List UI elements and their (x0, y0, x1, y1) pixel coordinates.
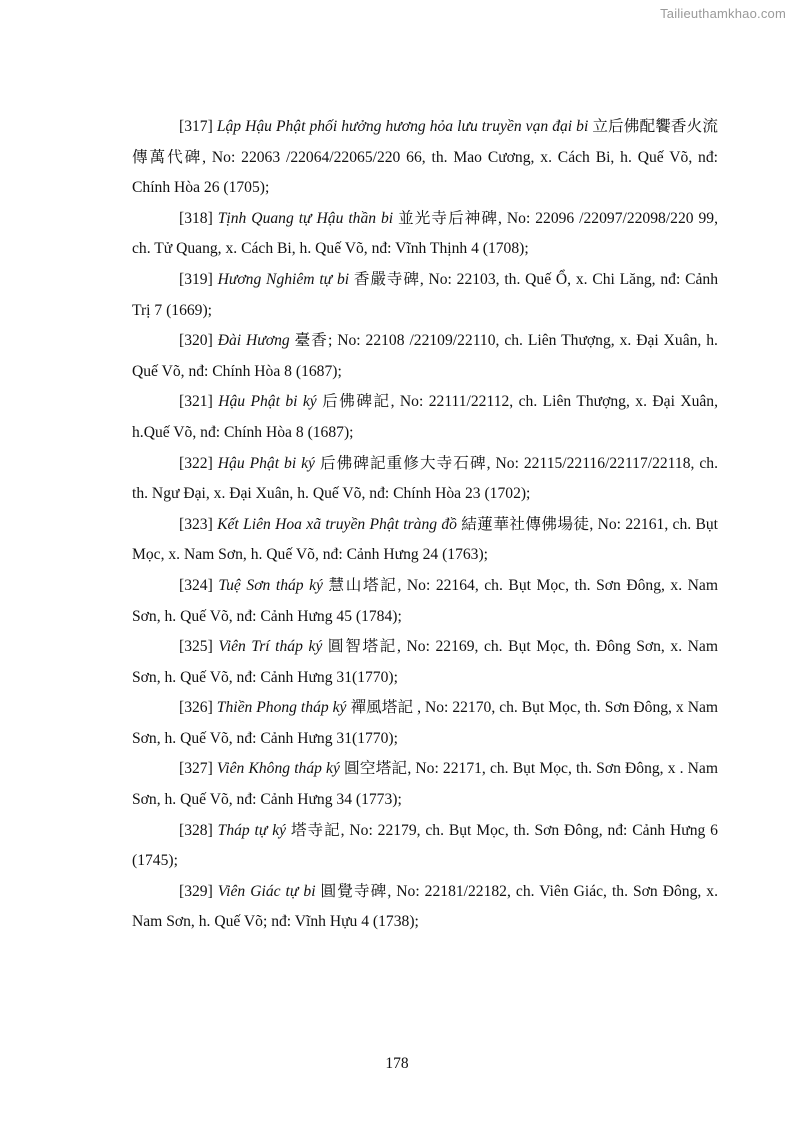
list-item: [320] Đài Hương 臺香; No: 22108 /22109/22110, ch. Liên Thượng, x. Đại Xuân, h. Quế Võ, nđ: Chính Hòa 8 (1687); (132, 332, 718, 380)
list-item: [327] Viên Không tháp ký 圓空塔記, No: 22171, ch. Bụt Mọc, th. Sơn Đông, x . Nam Sơn, h. Quế Võ, nđ: Cảnh Hưng 34 (1773); (132, 760, 718, 809)
list-item: [318] Tịnh Quang tự Hậu thần bi 並光寺后神碑, No: 22096 /22097/22098/220 99, ch. Tử Quang, x. Cách Bi, h. Quế Võ, nđ: Vĩnh Thịnh 4 (1708); (132, 209, 718, 258)
list-item: [317] Lập Hậu Phật phối hưởng hương hỏa lưu truyền vạn đại bi 立后佛配饗香火流傳萬代碑, No: 22063 /22064/22065/220 66, th. Mao Cương, x. Cách Bi, h. Quế Võ, nđ: Chính Hòa 26 (1705); (132, 118, 718, 197)
bibliography-list (132, 112, 718, 938)
list-item: [319] Hương Nghiêm tự bi 香嚴寺碑, No: 22103, th. Quế Ổ, x. Chi Lăng, nđ: Cảnh Trị 7 (1669); (132, 270, 718, 319)
list-item: [325] Viên Trí tháp ký 圓智塔記, No: 22169, ch. Bụt Mọc, th. Đông Sơn, x. Nam Sơn, h. Quế Võ, nđ: Cảnh Hưng 31(1770); (132, 638, 718, 686)
list-item: [326] Thiền Phong tháp ký 禪風塔記 , No: 22170, ch. Bụt Mọc, th. Sơn Đông, x Nam Sơn, h. Quế Võ, nđ: Cảnh Hưng 31(1770); (132, 699, 719, 747)
watermark: Tailieuthamkhao.com (660, 6, 786, 21)
list-item: [329] Viên Giác tự bi 圓覺寺碑, No: 22181/22182, ch. Viên Giác, th. Sơn Đông, x. Nam Sơn, h. Quế Võ; nđ: Vĩnh Hựu 4 (1738); (132, 882, 718, 931)
page-number: 178 (385, 1055, 409, 1072)
list-item: [328] Tháp tự ký 塔寺記, No: 22179, ch. Bụt Mọc, th. Sơn Đông, nđ: Cảnh Hưng 6 (1745); (132, 821, 718, 870)
list-item: [323] Kết Liên Hoa xã truyền Phật tràng đồ 結蓮華社傳佛場徒, No: 22161, ch. Bụt Mọc, x. Nam Sơn, h. Quế Võ, nđ: Cảnh Hưng 24 (1763); (132, 515, 718, 564)
list-item: [322] Hậu Phật bi ký 后佛碑記重修大寺石碑, No: 22115/22116/22117/22118, ch. th. Ngư Đại, x. Đại Xuân, h. Quế Võ, nđ: Chính Hòa 23 (1702); (132, 454, 718, 503)
list-item: [321] Hậu Phật bi ký 后佛碑記, No: 22111/22112, ch. Liên Thượng, x. Đại Xuân, h.Quế Võ, nđ: Chính Hòa 8 (1687); (132, 393, 718, 441)
list-item: [324] Tuệ Sơn tháp ký 慧山塔記, No: 22164, ch. Bụt Mọc, th. Sơn Đông, x. Nam Sơn, h. Quế Võ, nđ: Cảnh Hưng 45 (1784); (132, 576, 718, 625)
